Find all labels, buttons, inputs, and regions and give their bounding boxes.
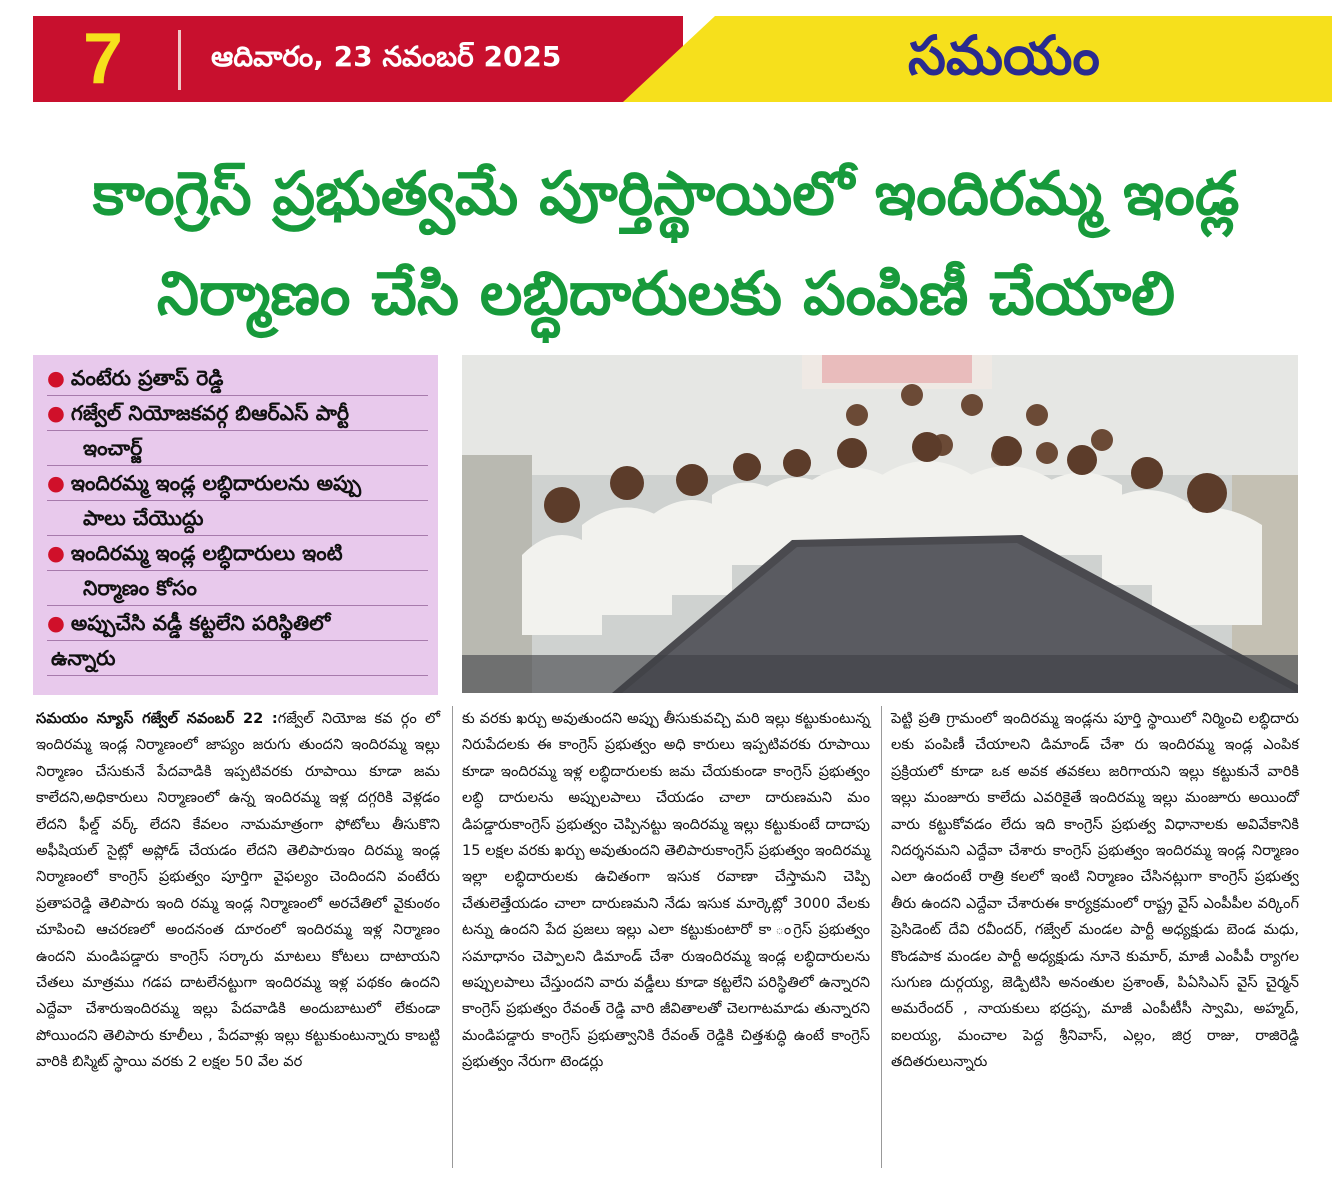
issue-date: ఆదివారం, 23 నవంబర్ 2025 [211, 40, 562, 73]
article-column-2 [462, 706, 870, 1076]
headline-line-2: నిర్మాణం చేసి లబ్ధిదారులకు పంపిణీ చేయాలి [156, 259, 1176, 329]
meeting-photo-illustration [462, 355, 1298, 693]
highlight-item-continued: ఇంచార్జ్ [47, 431, 428, 466]
highlight-item: ● గజ్వేల్ నియోజకవర్గ బిఆర్ఎస్ పార్టీ [47, 396, 428, 431]
highlight-item: ● ఇందిరమ్మ ఇండ్ల లబ్ధిదారులు ఇంటి [47, 536, 428, 571]
headline [20, 144, 1312, 344]
bullet-icon: ● [47, 401, 65, 425]
highlights-box [33, 355, 438, 695]
news-photo-meeting [462, 355, 1298, 693]
article-dateline: సమయం న్యూస్ గజ్వేల్ నవంబర్ 22 : [36, 710, 278, 727]
masthead [33, 16, 1332, 102]
highlight-item: ● అప్పుచేసి వడ్డీ కట్టలేని పరిస్థితిలో [47, 606, 428, 641]
article-text: కు వరకు ఖర్చు అవుతుందని అప్పు తీసుకువచ్చి మరి ఇల్లు కట్టుకుంటున్న నిరుపేదలకు ఈ కాంగ్రెస్ ప్రభుత్వం అధి కారులు ఇప్పటివరకు రూపాయి కూడా ఇందిరమ్మ ఇళ్ల లబ్ధిదారులకు జమ చేయకుండా కాంగ్రెస్ ప్రభుత్వం లబ్ధి దారులను అప్పులపాలు చేయడం చాలా దారుణమని మం డిపడ్డారుకాంగ్రెస్ ప్రభుత్వం చెప్పినట్టు ఇందిరమ్మ ఇల్లు కట్టుకుంటే దాదాపు 15 లక్షల వరకు ఖర్చు అవుతుందని తెలిపారుకాంగ్రెస్ ప్రభుత్వం ఇందిరమ్మ ఇల్లా లబ్ధిదారులకు ఉచితంగా ఇసుక రవాణా చేస్తామని చెప్పి చేతులెత్తేయడం చాలా దారుణమని నేడు ఇసుక మార్కెట్లో 3000 వేలకు టన్ను ఉందని పేద ప్రజలు ఇల్లు ఎలా కట్టుకుంటారో కా ంగ్రెస్ ప్రభుత్వం సమాధానం చెప్పాలని డిమాండ్ చేశా రుఇందిరమ్మ ఇండ్ల లబ్ధిదారులను అప్పులపాలు చేస్తుందని వారు వడ్డీలు కూడా కట్టలేని పరిస్థితిలో ఉన్నారని కాంగ్రెస్ ప్రభుత్వం రేవంత్ రెడ్డి వారి జీవితాలతో చెలగాటమాడు తున్నారని మండిపడ్డారు కాంగ్రెస్ ప్రభుత్వానికి రేవంత్ రెడ్డికి చిత్తశుద్ధి ఉంటే కాంగ్రెస్ ప్రభుత్వం నేరుగా టెండర్లు [462, 710, 870, 1071]
article-column-3 [891, 706, 1299, 1076]
highlight-item-continued: నిర్మాణం కోసం [47, 571, 428, 606]
article-text: గజ్వేల్ నియోజ కవ ర్గం లో ఇందిరమ్మ ఇండ్ల నిర్మాణంలో జాప్యం జరుగు తుందని ఇందిరమ్మ ఇల్లు నిర్మాణం చేసుకునే పేదవాడికి ఇప్పటివరకు రూపాయి కూడా జమ కాలేదని,అధికారులు నిర్మాణంలో ఉన్న ఇందిరమ్మ ఇళ్ల దగ్గరికి వెళ్లడం లేదని ఫీల్డ్ వర్క్ లేదని కేవలం నామమాత్రంగా ఫోటోలు తీసుకొని అఫీషియల్ సైట్లో అప్లోడ్ చేయడం లేదని తెలిపారుఇం దిరమ్మ ఇండ్ల నిర్మాణంలో కాంగ్రెస్ ప్రభుత్వం పూర్తిగా వైఫల్యం చెందిందని వంటేరు ప్రతాపరెడ్డి తెలిపారు ఇంది రమ్మ ఇండ్ల నిర్మాణంలో అరచేతిలో వైకుంఠం చూపించి ఆచరణలో అందనంత దూరంలో ఇందిరమ్మ ఇళ్ల నిర్మాణం ఉందని మండిపడ్డారు కాంగ్రెస్ సర్కారు మాటలు కోటలు దాటాయని చేతలు మాత్రము గడప దాటలేనట్టుగా ఇందిరమ్మ ఇళ్ల పథకం ఉందని ఎద్దేవా చేశారుఇందిరమ్మ ఇల్లు పేదవాడికి అందుబాటులో లేకుండా పోయిందని తెలిపారు కూలీలు , పేదవాళ్లు ఇల్లు కట్టుకుంటున్నారు కాబట్టి వారికి బిస్మిట్ స్థాయి వరకు 2 లక్షల 50 వేల వర [36, 710, 440, 1071]
bullet-icon: ● [47, 471, 65, 495]
masthead-divider [178, 30, 181, 90]
highlight-item-continued: పాలు చేయొద్దు [47, 501, 428, 536]
highlight-item: ● ఇందిరమ్మ ఇండ్ల లబ్ధిదారులను అప్పు [47, 466, 428, 501]
bullet-icon: ● [47, 611, 65, 635]
column-divider [881, 706, 882, 1168]
newspaper-brand-logo: సమయం [908, 24, 1100, 87]
highlight-item: ● వంటేరు ప్రతాప్ రెడ్డి [47, 361, 428, 396]
headline-line-1: కాంగ్రెస్ ప్రభుత్వమే పూర్తిస్థాయిలో ఇందిరమ్మ ఇండ్ల [92, 159, 1240, 229]
column-divider [452, 706, 453, 1168]
article-column-1 [36, 706, 440, 1076]
bullet-icon: ● [47, 541, 65, 565]
article-text: పెట్టి ప్రతి గ్రామంలో ఇందిరమ్మ ఇండ్లను పూర్తి స్థాయిలో నిర్మించి లబ్ధిదారు లకు పంపిణీ చేయాలని డిమాండ్ చేశా రు ఇందిరమ్మ ఇండ్ల ఎంపిక ప్రక్రియలో కూడా ఒక అవక తవకలు జరిగాయని ఇల్లు కట్టుకునే వారికి ఇల్లు మంజూరు కాలేదు ఎవరికైతే ఇందిరమ్మ ఇల్లు మంజూరు అయిందో వారు కట్టుకోవడం లేదు ఇది కాంగ్రెస్ ప్రభుత్వ విధానాలకు అవివేకానికి నిదర్శనమని ఎద్దేవా చేశారు కాంగ్రెస్ ప్రభుత్వం ఇందిరమ్మ ఇండ్ల నిర్మాణం ఎలా ఉందంటే రాత్రి కలలో ఇంటి నిర్మాణం చేసినట్లుగా కాంగ్రెస్ ప్రభుత్వ తీరు ఉందని ఎద్దేవా చేశారుఈ కార్యక్రమంలో రాష్ట్ర వైస్ ఎంపీపీల వర్కింగ్ ప్రెసిడెంట్ దేవి రవీందర్, గజ్వేల్ మండల పార్టీ అధ్యక్షుడు బెండ మధు, కొండపాక మండల పార్టీ అధ్యక్షుడు నూనె కుమార్, మాజీ ఎంపీపీ ర్యాగల సుగుణ దుర్గయ్య, జెడ్పిటిసి అనంతుల ప్రశాంత్, పిఏసిఎస్ వైస్ చైర్మన్ అమరేందర్ , నాయకులు భద్రప్ప, మాజీ ఎంపీటీసీ స్వామి, అహ్మద్, ఐలయ్య, మంచాల పెద్ద శ్రీనివాస్, ఎల్లం, జిర్ర రాజు, రాజిరెడ్డి తదితరులున్నారు [891, 710, 1299, 1071]
highlight-item-continued: ఉన్నారు [47, 641, 428, 676]
page-number: 7 [83, 19, 124, 99]
bullet-icon: ● [47, 366, 65, 390]
